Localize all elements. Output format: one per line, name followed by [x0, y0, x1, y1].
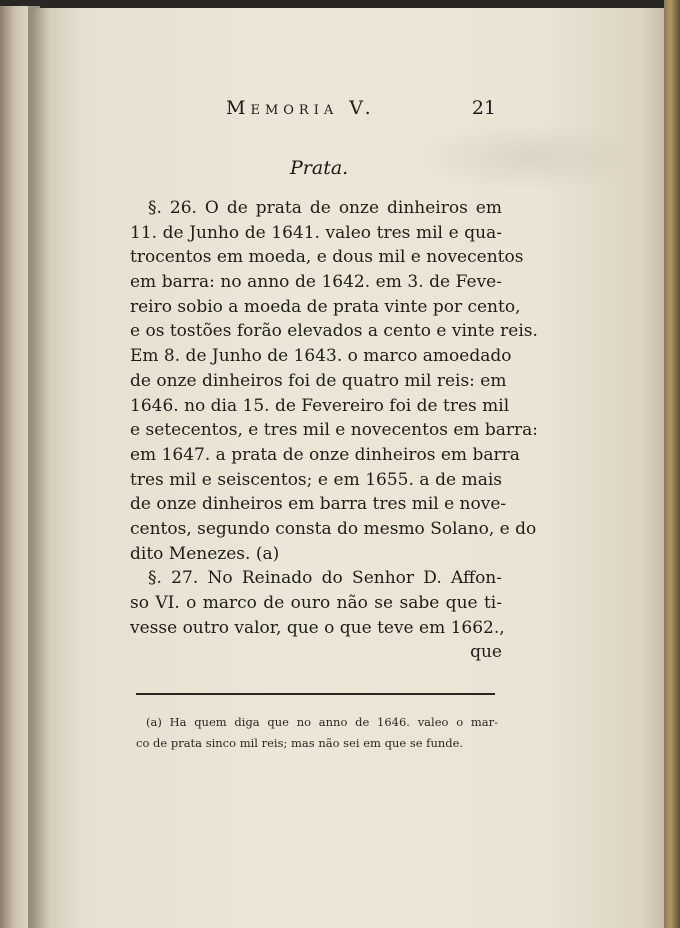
- text-line: dito Menezes. (a): [130, 543, 280, 564]
- text-line: vesse outro valor, que o que teve em 1662.,: [130, 617, 505, 638]
- text-line: de onze dinheiros em barra tres mil e nove-: [130, 494, 507, 515]
- text-line: de onze dinheiros foi de quatro mil reis: em: [130, 370, 507, 391]
- page-edge-right: [664, 0, 680, 928]
- book-gutter: [28, 6, 50, 928]
- footnote: [136, 712, 498, 754]
- footnote-rule: [136, 693, 495, 695]
- text-line: 11. de Junho de 1641. valeo tres mil e qua-: [130, 222, 502, 243]
- footnote-line: (a) Ha quem diga que no anno de 1646. valeo o mar-: [146, 715, 498, 729]
- section-title: Prata.: [290, 157, 349, 179]
- text-line: 1646. no dia 15. de Fevereiro foi de tres mil: [130, 395, 510, 416]
- text-line: so VI. o marco de ouro não se sabe que ti-: [130, 593, 502, 613]
- text-line: Em 8. de Junho de 1643. o marco amoedado: [130, 346, 512, 367]
- text-line: reiro sobio a moeda de prata vinte por cento,: [130, 296, 521, 317]
- text-line: em barra: no anno de 1642. em 3. de Feve-: [130, 272, 502, 293]
- page-number: 21: [471, 97, 496, 119]
- text-line: trocentos em moeda, e dous mil e novecentos: [130, 247, 524, 268]
- text-line: e os tostões forão elevados a cento e vinte reis.: [130, 321, 538, 342]
- text-line: e setecentos, e tres mil e novecentos em barra:: [130, 420, 539, 441]
- text-line: em 1647. a prata de onze dinheiros em barra: [130, 444, 520, 465]
- page-header: [226, 97, 496, 127]
- catchword: que: [470, 642, 502, 663]
- text-line: centos, segundo consta do mesmo Solano, e do: [130, 518, 537, 539]
- running-head: Memoria V.: [226, 97, 376, 119]
- text-line: §. 27. No Reinado do Senhor D. Affon-: [148, 568, 502, 589]
- body-text: [130, 196, 539, 665]
- text-line: tres mil e seiscentos; e em 1655. a de mais: [130, 469, 502, 490]
- text-line: §. 26. O de prata de onze dinheiros em: [148, 198, 502, 218]
- footnote-line: co de prata sinco mil reis; mas não sei em que se funde.: [136, 736, 464, 750]
- ink-bleed-through: [420, 122, 640, 192]
